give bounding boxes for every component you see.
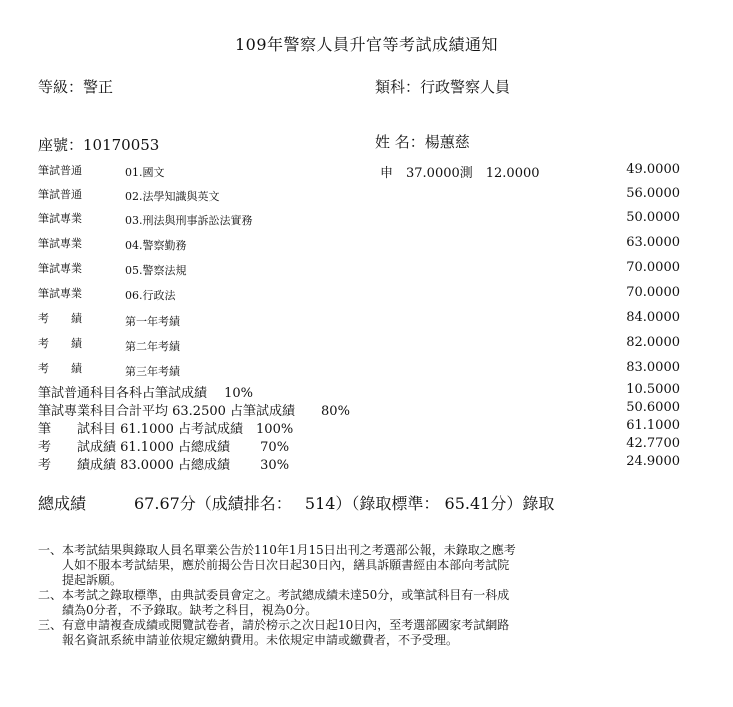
- subject-name: 第三年考績: [125, 365, 180, 378]
- note-line: 一、本考試結果與錄取人員名單業公告於110年1月15日出刊之考選部公報，未錄取之應考: [38, 543, 516, 557]
- subject-name: 06.行政法: [125, 289, 176, 302]
- note-line: 三、有意申請複查成績或閱覽試卷者，請於榜示之次日起10日內，至考選部國家考試網路: [38, 618, 510, 632]
- note-line: 報名資訊系統申請並依規定繳納費用。未依規定申請或繳費者，不予受理。: [38, 633, 459, 647]
- page-title: 109年警察人員升官等考試成績通知: [234, 35, 499, 54]
- category-label: 類科：行政警察人員: [375, 78, 511, 96]
- subject-extra: 申 37.0000測 12.0000: [380, 166, 540, 181]
- subject-score: 56.0000: [626, 186, 680, 201]
- summary-value: 42.7700: [626, 436, 680, 451]
- summary-text: 筆試專業科目合計平均 63.2500 占筆試成績 80%: [38, 404, 350, 419]
- subject-type: 筆試專業: [38, 212, 82, 225]
- subject-score: 63.0000: [626, 235, 680, 250]
- subject-score: 84.0000: [626, 310, 680, 325]
- subject-name: 04.警察勤務: [125, 239, 187, 252]
- subject-type: 筆試普通: [38, 164, 82, 177]
- subject-score: 70.0000: [626, 260, 680, 275]
- subject-score: 82.0000: [626, 335, 680, 350]
- subject-name: 第一年考績: [125, 315, 180, 328]
- subject-name: 01.國文: [125, 166, 165, 179]
- summary-text: 考 績成績 83.0000 占總成績 30%: [38, 458, 290, 473]
- summary-value: 24.9000: [626, 454, 680, 469]
- seat-number: 座號：10170053: [38, 136, 160, 154]
- subject-type: 筆試專業: [38, 287, 82, 300]
- summary-value: 61.1000: [626, 418, 680, 433]
- note-line: 二、本考試之錄取標準，由典試委員會定之。考試總成績未達50分，或筆試科目有一科成: [38, 588, 510, 602]
- subject-score: 49.0000: [626, 162, 680, 177]
- note-line: 人如不服本考試結果，應於前揭公告日次日起30日內，繕具訴願書經由本部向考試院: [38, 558, 510, 572]
- summary-text: 筆試普通科目各科占筆試成績 10%: [38, 386, 254, 401]
- grade-label: 等級：警正: [38, 78, 114, 96]
- summary-value: 50.6000: [626, 400, 680, 415]
- subject-type: 筆試專業: [38, 237, 82, 250]
- note-line: 提起訴願。: [38, 573, 123, 587]
- subject-score: 50.0000: [626, 210, 680, 225]
- total-score-line: 總成績 67.67分（成績排名： 514）（錄取標準： 65.41分）錄取: [38, 494, 555, 513]
- subject-type: 筆試普通: [38, 188, 82, 201]
- subject-name: 第二年考績: [125, 340, 180, 353]
- subject-name: 02.法學知識與英文: [125, 190, 220, 203]
- note-line: 績為0分者，不予錄取。缺考之科目，視為0分。: [38, 603, 318, 617]
- subject-name: 03.刑法與刑事訴訟法實務: [125, 214, 253, 227]
- subject-type: 考 績: [38, 362, 82, 375]
- summary-text: 筆 試科目 61.1000 占考試成績 100%: [38, 422, 294, 437]
- subject-type: 考 績: [38, 312, 82, 325]
- candidate-name: 姓 名：楊蕙慈: [375, 133, 470, 151]
- subject-type: 筆試專業: [38, 262, 82, 275]
- subject-type: 考 績: [38, 337, 82, 350]
- subject-name: 05.警察法規: [125, 264, 187, 277]
- subject-score: 70.0000: [626, 285, 680, 300]
- summary-value: 10.5000: [626, 382, 680, 397]
- summary-text: 考 試成績 61.1000 占總成績 70%: [38, 440, 290, 455]
- subject-score: 83.0000: [626, 360, 680, 375]
